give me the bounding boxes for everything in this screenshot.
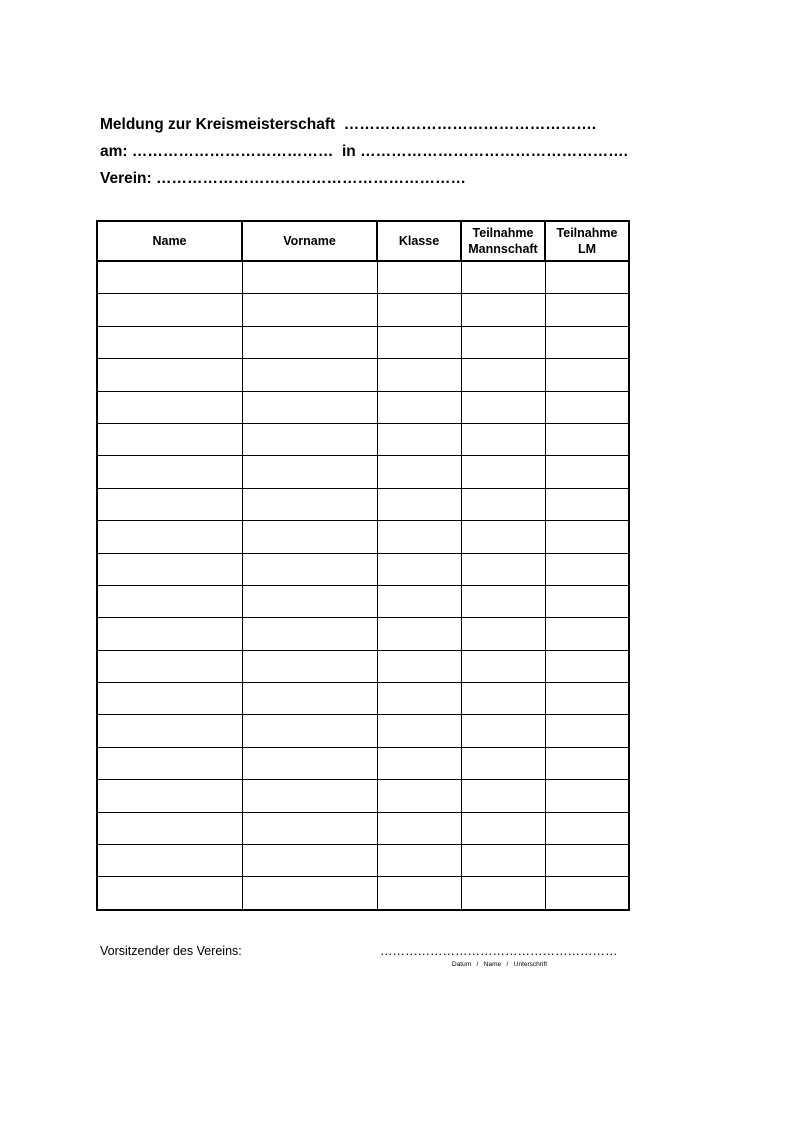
name-cell[interactable] [97, 812, 242, 844]
team-participation-cell[interactable] [461, 261, 545, 294]
column-header-name [97, 221, 242, 261]
klasse-cell[interactable] [377, 650, 461, 682]
lm-participation-cell[interactable] [545, 521, 629, 553]
lm-participation-cell[interactable] [545, 326, 629, 358]
team-participation-cell[interactable] [461, 683, 545, 715]
name-cell[interactable] [97, 618, 242, 650]
name-cell[interactable] [97, 683, 242, 715]
name-cell[interactable] [97, 553, 242, 585]
table-row [97, 391, 629, 423]
team-participation-cell[interactable] [461, 326, 545, 358]
lm-participation-cell[interactable] [545, 650, 629, 682]
klasse-cell[interactable] [377, 326, 461, 358]
klasse-cell[interactable] [377, 294, 461, 326]
team-participation-cell[interactable] [461, 715, 545, 747]
name-cell[interactable] [97, 391, 242, 423]
name-cell[interactable] [97, 585, 242, 617]
klasse-cell[interactable] [377, 683, 461, 715]
team-participation-cell[interactable] [461, 423, 545, 455]
column-header-klasse-label: Klasse [398, 234, 440, 248]
lm-participation-cell[interactable] [545, 553, 629, 585]
lm-participation-cell[interactable] [545, 359, 629, 391]
klasse-cell[interactable] [377, 488, 461, 520]
name-cell[interactable] [97, 359, 242, 391]
team-participation-cell[interactable] [461, 294, 545, 326]
name-cell[interactable] [97, 521, 242, 553]
name-cell[interactable] [97, 780, 242, 812]
vorname-cell[interactable] [242, 683, 377, 715]
name-cell[interactable] [97, 456, 242, 488]
table-header-row [97, 221, 629, 261]
signature-line[interactable]: ………………………………………………… [380, 944, 618, 958]
klasse-cell[interactable] [377, 812, 461, 844]
lm-participation-cell[interactable] [545, 618, 629, 650]
column-header-lm-participation [545, 221, 629, 261]
klasse-cell[interactable] [377, 780, 461, 812]
signature-caption: Datum / Name / Unterschrift [452, 961, 547, 968]
vorname-cell[interactable] [242, 553, 377, 585]
table-row [97, 715, 629, 747]
klasse-cell[interactable] [377, 456, 461, 488]
lm-participation-cell[interactable] [545, 715, 629, 747]
team-participation-cell[interactable] [461, 585, 545, 617]
title-line-club: Verein: …………………………………………………… [100, 170, 466, 187]
name-cell[interactable] [97, 423, 242, 455]
table-row [97, 488, 629, 520]
vorname-cell[interactable] [242, 326, 377, 358]
team-participation-cell[interactable] [461, 650, 545, 682]
team-participation-cell[interactable] [461, 553, 545, 585]
table-row [97, 553, 629, 585]
vorname-cell[interactable] [242, 488, 377, 520]
vorname-cell[interactable] [242, 715, 377, 747]
column-header-vorname [242, 221, 377, 261]
vorname-cell[interactable] [242, 423, 377, 455]
table-row [97, 423, 629, 455]
vorname-cell[interactable] [242, 812, 377, 844]
table-row [97, 359, 629, 391]
registration-table-wrapper [96, 220, 630, 911]
lm-participation-cell[interactable] [545, 877, 629, 910]
vorname-cell[interactable] [242, 294, 377, 326]
lm-participation-cell[interactable] [545, 845, 629, 877]
name-cell[interactable] [97, 650, 242, 682]
table-row [97, 747, 629, 779]
vorname-cell[interactable] [242, 747, 377, 779]
team-participation-cell[interactable] [461, 359, 545, 391]
team-participation-cell[interactable] [461, 618, 545, 650]
table-body [97, 261, 629, 910]
klasse-cell[interactable] [377, 553, 461, 585]
lm-participation-cell[interactable] [545, 488, 629, 520]
lm-participation-cell[interactable] [545, 294, 629, 326]
name-cell[interactable] [97, 715, 242, 747]
vorname-cell[interactable] [242, 585, 377, 617]
name-cell[interactable] [97, 261, 242, 294]
lm-participation-cell[interactable] [545, 261, 629, 294]
table-row [97, 683, 629, 715]
vorname-cell[interactable] [242, 780, 377, 812]
team-participation-cell[interactable] [461, 488, 545, 520]
lm-participation-cell[interactable] [545, 423, 629, 455]
name-cell[interactable] [97, 488, 242, 520]
table-row [97, 877, 629, 910]
team-participation-cell[interactable] [461, 780, 545, 812]
vorname-cell[interactable] [242, 618, 377, 650]
table-row [97, 326, 629, 358]
table-row [97, 780, 629, 812]
vorname-cell[interactable] [242, 261, 377, 294]
column-header-name-label: Name [152, 234, 187, 248]
name-cell[interactable] [97, 747, 242, 779]
registration-table [96, 220, 630, 911]
name-cell[interactable] [97, 294, 242, 326]
title-line-date-location: am: ………………………………… in ……………………………………………. [100, 143, 628, 160]
table-row [97, 585, 629, 617]
table-row [97, 650, 629, 682]
klasse-cell[interactable] [377, 391, 461, 423]
table-row [97, 812, 629, 844]
vorname-cell[interactable] [242, 877, 377, 910]
table-row [97, 521, 629, 553]
vorname-cell[interactable] [242, 650, 377, 682]
team-participation-cell[interactable] [461, 877, 545, 910]
klasse-cell[interactable] [377, 359, 461, 391]
lm-participation-cell[interactable] [545, 780, 629, 812]
table-row [97, 618, 629, 650]
klasse-cell[interactable] [377, 618, 461, 650]
klasse-cell[interactable] [377, 423, 461, 455]
klasse-cell[interactable] [377, 585, 461, 617]
lm-participation-cell[interactable] [545, 812, 629, 844]
column-header-vorname-label: Vorname [283, 234, 336, 248]
klasse-cell[interactable] [377, 521, 461, 553]
vorname-cell[interactable] [242, 845, 377, 877]
team-participation-cell[interactable] [461, 521, 545, 553]
klasse-cell[interactable] [377, 261, 461, 294]
table-row [97, 261, 629, 294]
table-row [97, 294, 629, 326]
chairman-label: Vorsitzender des Vereins: [100, 944, 242, 958]
klasse-cell[interactable] [377, 715, 461, 747]
vorname-cell[interactable] [242, 391, 377, 423]
lm-participation-cell[interactable] [545, 456, 629, 488]
table-row [97, 456, 629, 488]
team-participation-cell[interactable] [461, 845, 545, 877]
vorname-cell[interactable] [242, 521, 377, 553]
vorname-cell[interactable] [242, 456, 377, 488]
lm-participation-cell[interactable] [545, 585, 629, 617]
klasse-cell[interactable] [377, 747, 461, 779]
name-cell[interactable] [97, 877, 242, 910]
klasse-cell[interactable] [377, 845, 461, 877]
team-participation-cell[interactable] [461, 391, 545, 423]
team-participation-cell[interactable] [461, 812, 545, 844]
team-participation-cell[interactable] [461, 456, 545, 488]
vorname-cell[interactable] [242, 359, 377, 391]
klasse-cell[interactable] [377, 877, 461, 910]
column-header-lm-participation-label: Teilnahme LM [556, 226, 618, 256]
name-cell[interactable] [97, 845, 242, 877]
column-header-team-participation [461, 221, 545, 261]
name-cell[interactable] [97, 326, 242, 358]
lm-participation-cell[interactable] [545, 747, 629, 779]
lm-participation-cell[interactable] [545, 683, 629, 715]
column-header-team-participation-label: Teilnahme Mannschaft [468, 226, 538, 256]
team-participation-cell[interactable] [461, 747, 545, 779]
column-header-klasse [377, 221, 461, 261]
lm-participation-cell[interactable] [545, 391, 629, 423]
table-row [97, 845, 629, 877]
title-line-championship: Meldung zur Kreismeisterschaft …………………………………………. [100, 116, 597, 133]
